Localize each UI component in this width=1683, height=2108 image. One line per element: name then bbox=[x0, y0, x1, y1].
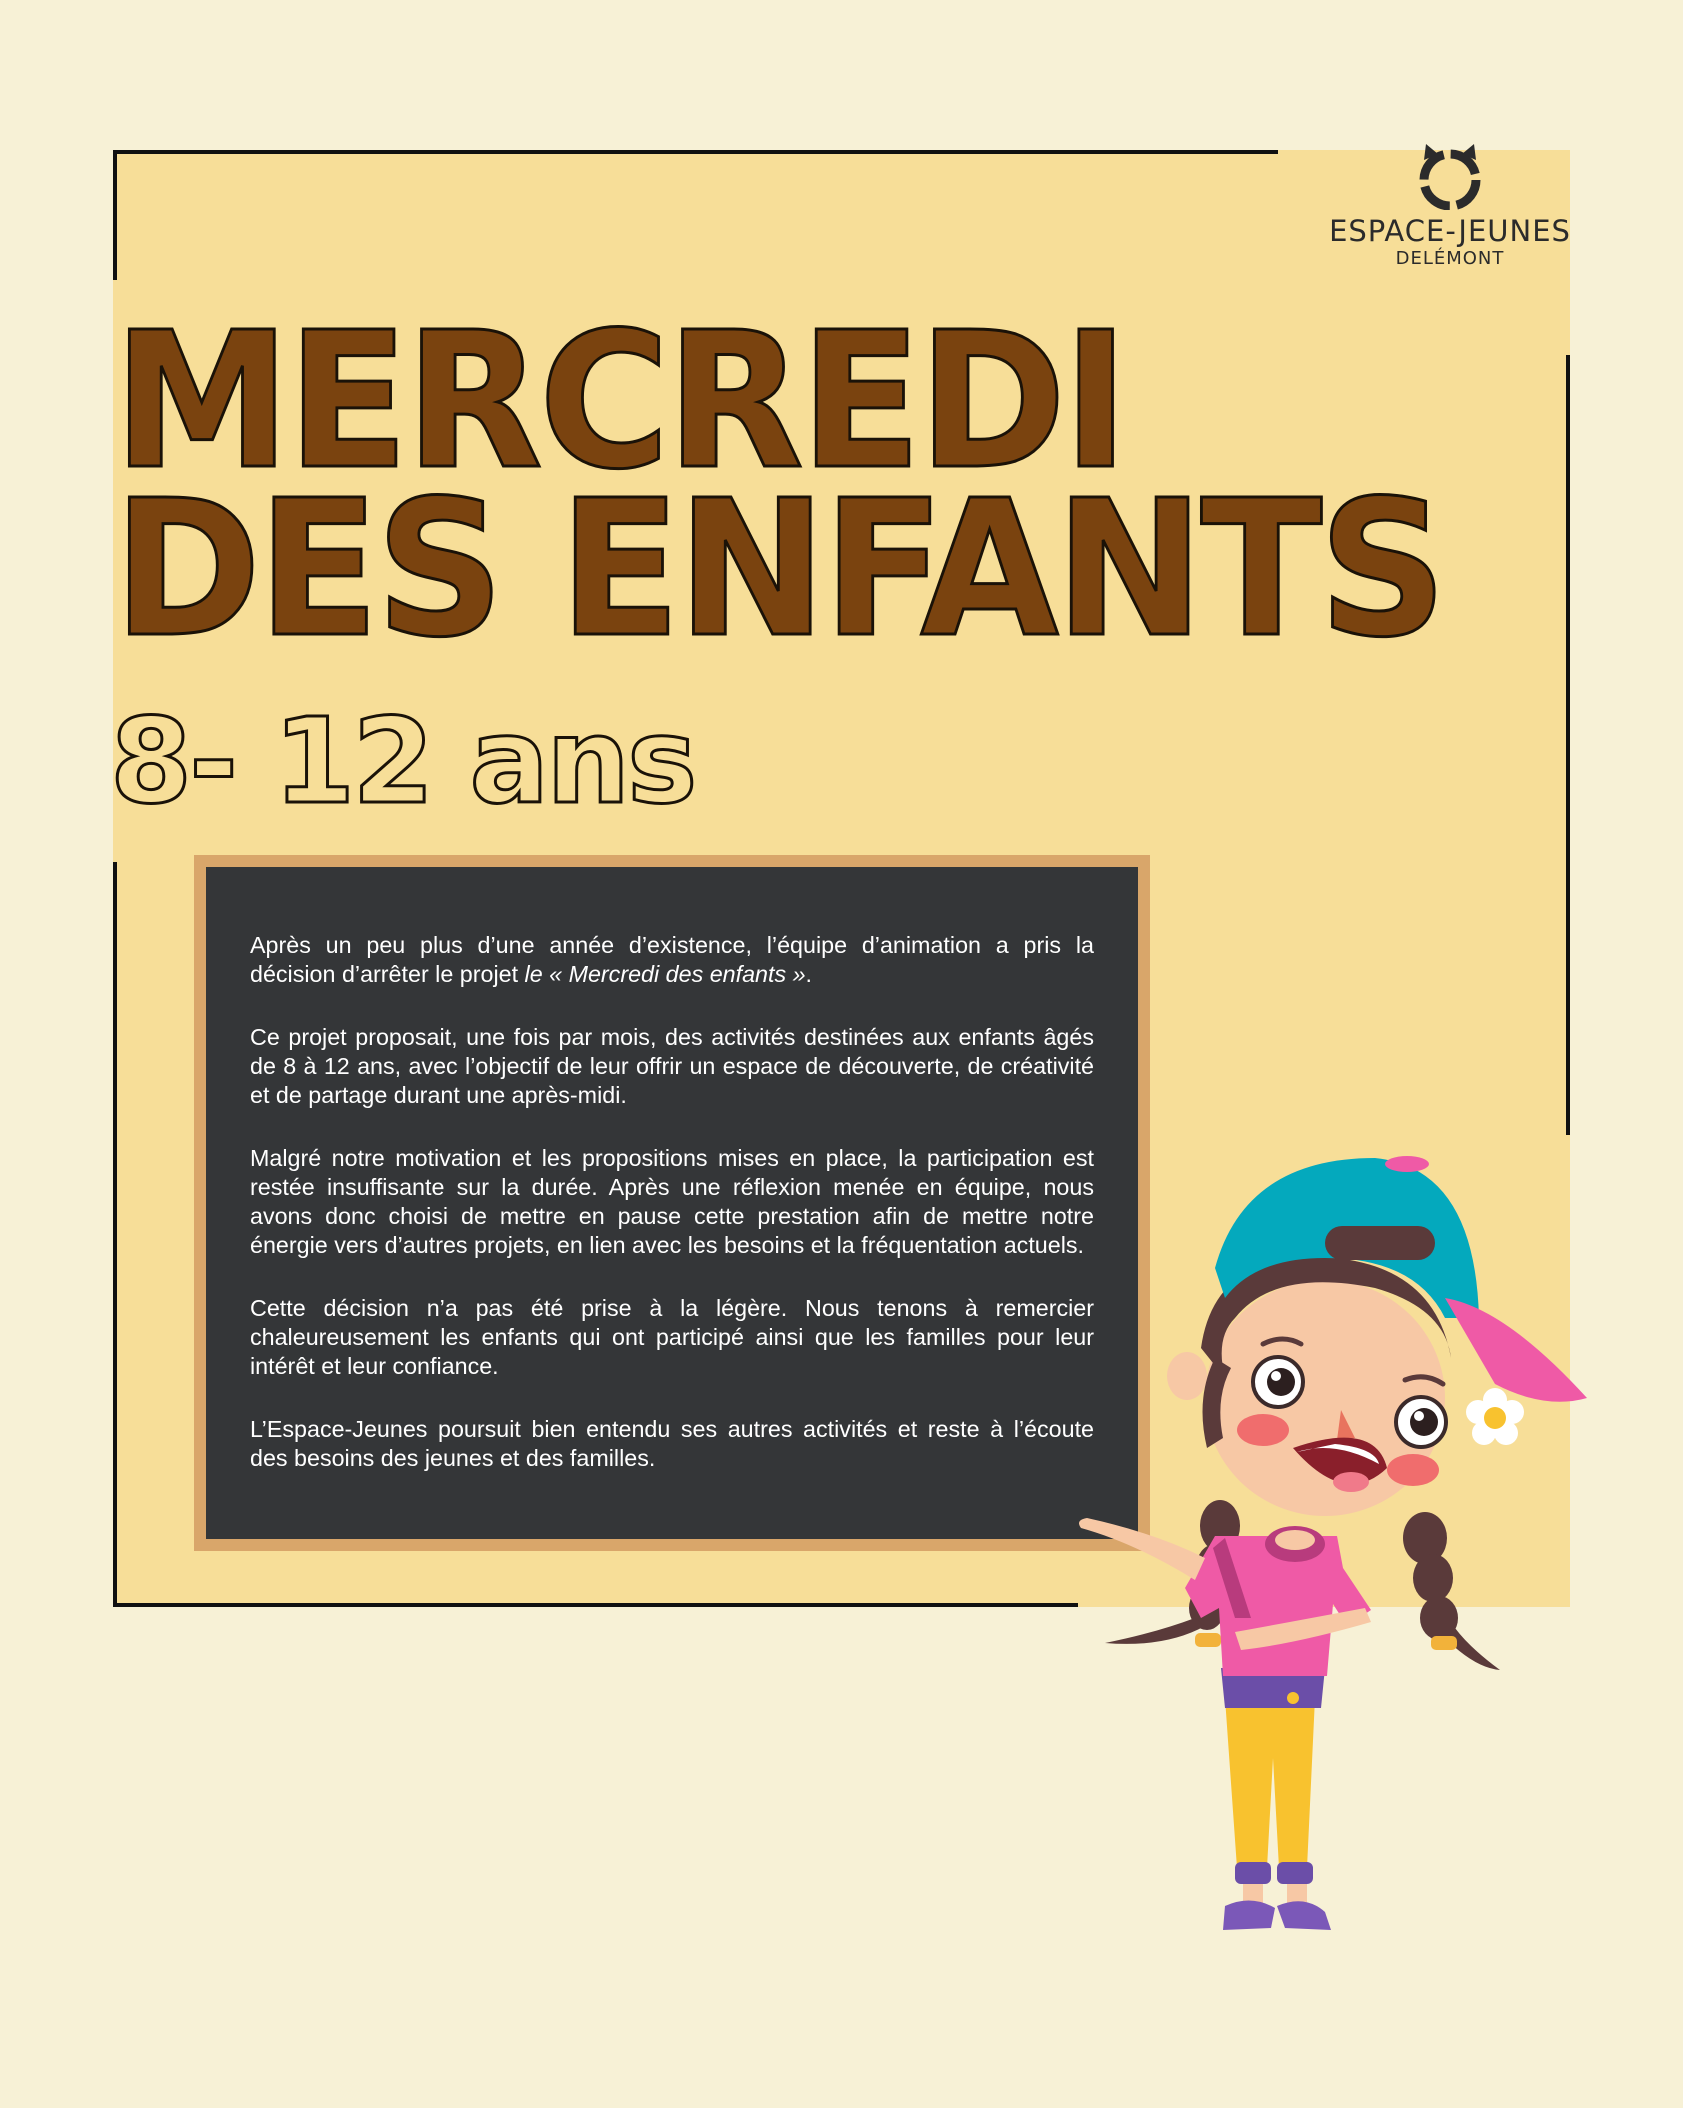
chalkboard bbox=[194, 855, 1150, 1551]
cat-ears-ring-icon bbox=[1412, 140, 1488, 210]
paragraph-3: Malgré notre motivation et les propositions mises en place, la participation est restée insuffisante sur la durée. Après une réflexion menée en équipe, nous avons donc choisi de mettre en pause cette prestation afin de mettre notre énergie vers d’autres projets, en lien avec les besoins et la fréquentation actuels. bbox=[250, 1145, 1094, 1258]
logo-city: DELÉMONT bbox=[1395, 248, 1505, 269]
paragraph-1 bbox=[250, 931, 1094, 989]
age-range: 8- 12 ans bbox=[110, 692, 695, 830]
logo-name: ESPACE-JEUNES bbox=[1329, 214, 1571, 248]
frame-line-bottom bbox=[113, 1603, 1078, 1607]
paragraph-2: Ce projet proposait, une fois par mois, des activités destinées aux enfants âgés de 8 à 12 ans, avec l’objectif de leur offrir un espace de découverte, de créativité et de partage durant une après-midi. bbox=[250, 1024, 1094, 1108]
frame-line-left-bottom bbox=[113, 862, 117, 1607]
frame-line-right bbox=[1566, 355, 1570, 1135]
paragraph-4: Cette décision n’a pas été prise à la légère. Nous tenons à remercier chaleureusement les enfants qui ont participé ainsi que les familles pour leur intérêt et leur confiance. bbox=[250, 1295, 1094, 1379]
paragraph-1-italic: le « Mercredi des enfants » bbox=[524, 961, 806, 987]
espace-jeunes-logo bbox=[1320, 140, 1580, 270]
girl-with-cap-illustration bbox=[1075, 1148, 1595, 1968]
paragraph-1-end: . bbox=[805, 961, 813, 987]
chalkboard-text bbox=[206, 867, 1138, 1539]
frame-line-top bbox=[113, 150, 1278, 154]
title-line-1: MERCREDI bbox=[113, 292, 1126, 511]
page-title bbox=[113, 292, 1444, 679]
paragraph-5: L’Espace-Jeunes poursuit bien entendu ses autres activités et reste à l’écoute des besoins des jeunes et des familles. bbox=[250, 1416, 1094, 1471]
frame-line-left-top bbox=[113, 150, 117, 280]
title-line-2: DES ENFANTS bbox=[113, 460, 1444, 679]
paragraph-1-start: Après un peu plus d’une année d’existence, l’équipe d’animation a pris la décision d’arrêter le projet bbox=[250, 932, 1094, 987]
